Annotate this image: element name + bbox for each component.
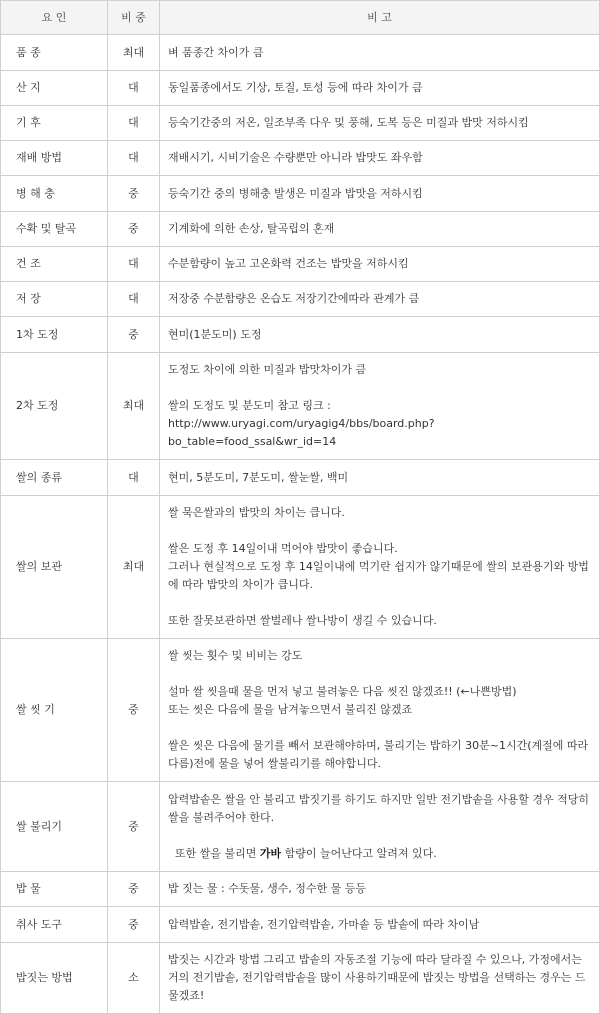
note-text: 쌀은 씻은 다음에 물기를 빼서 보관해야하며, 불리기는 밥하기 30분~1시간(계절에 따라 다름)전에 물을 넣어 쌀불리기를 해야합니다. bbox=[168, 739, 589, 770]
note-cell bbox=[160, 782, 600, 872]
note-text: 쌀은 도정 후 14일이내 먹어야 밥맛이 좋습니다. 그러나 현실적으로 도정 후 14일이내에 먹기란 쉽지가 않기때문에 쌀의 보관용기와 방법에 따라 밥맛의 차이가 큽니다. bbox=[168, 542, 589, 591]
degree-cell: 중 bbox=[108, 317, 160, 353]
factor-cell: 수확 및 탈곡 bbox=[1, 212, 108, 247]
note-text: 밥짓는 시간과 방법 그리고 밥솥의 자동조절 기능에 따라 달라질 수 있으나, 가정에서는 거의 전기밥솥, 전기압력밥솥을 많이 사용하기때문에 밥짓는 방법을 선택하는 경우는 드물겠죠! bbox=[168, 953, 586, 1002]
note-cell bbox=[160, 106, 600, 141]
degree-cell: 대 bbox=[108, 460, 160, 496]
factor-cell: 품 종 bbox=[1, 35, 108, 71]
factor-cell: 쌀 불리기 bbox=[1, 782, 108, 872]
reference-link[interactable]: 쌀의 도정도 및 분도미 참고 링크 : http://www.uryagi.com/uryagig4/bbs/board.php? bo_table=food_ssal&wr_id=14 bbox=[168, 399, 435, 448]
table-row bbox=[1, 639, 600, 782]
degree-cell: 중 bbox=[108, 212, 160, 247]
factor-cell: 밥 물 bbox=[1, 872, 108, 907]
factor-cell: 취사 도구 bbox=[1, 907, 108, 943]
note-text: 동일품종에서도 기상, 토질, 토성 등에 따라 차이가 큼 bbox=[168, 81, 423, 94]
factor-cell: 2차 도정 bbox=[1, 353, 108, 460]
table-row bbox=[1, 353, 600, 460]
degree-cell: 대 bbox=[108, 71, 160, 106]
degree-cell: 대 bbox=[108, 247, 160, 282]
factor-cell: 재배 방법 bbox=[1, 141, 108, 176]
header-degree: 비 중 bbox=[108, 1, 160, 35]
table-row bbox=[1, 907, 600, 943]
note-cell bbox=[160, 212, 600, 247]
table-row bbox=[1, 176, 600, 212]
note-cell bbox=[160, 353, 600, 460]
factor-cell: 쌀의 보관 bbox=[1, 496, 108, 639]
header-factor: 요 인 bbox=[1, 1, 108, 35]
note-text: 밥 짓는 물 : 수돗물, 생수, 정수한 물 등등 bbox=[168, 882, 367, 895]
note-text: 압력밥솥은 쌀을 안 불리고 밥짓기를 하기도 하지만 일반 전기밥솥을 사용할 경우 적당히 쌀을 불려주어야 한다. bbox=[168, 792, 589, 824]
note-text: 기계화에 의한 손상, 탈곡립의 혼재 bbox=[168, 222, 335, 235]
degree-cell: 대 bbox=[108, 282, 160, 317]
note-cell bbox=[160, 639, 600, 782]
table-row bbox=[1, 943, 600, 1014]
table-row bbox=[1, 782, 600, 872]
factor-cell: 쌀의 종류 bbox=[1, 460, 108, 496]
note-suffix: 함량이 늘어난다고 알려져 있다. bbox=[281, 846, 437, 860]
note-text: 압력밥솥, 전기밥솥, 전기압력밥솥, 가마솥 등 밥솥에 따라 차이남 bbox=[168, 917, 480, 931]
table-row bbox=[1, 872, 600, 907]
factor-cell: 밥짓는 방법 bbox=[1, 943, 108, 1014]
note-cell bbox=[160, 907, 600, 943]
note-text: 등숙기간 중의 병해충 발생은 미질과 밥맛을 저하시킴 bbox=[168, 186, 423, 200]
note-text: 쌀 씻는 횟수 및 비비는 강도 bbox=[168, 649, 303, 662]
degree-cell: 최대 bbox=[108, 496, 160, 639]
note-cell bbox=[160, 872, 600, 907]
degree-cell: 중 bbox=[108, 872, 160, 907]
table-row bbox=[1, 496, 600, 639]
note-cell bbox=[160, 943, 600, 1014]
note-text: 도정도 차이에 의한 미질과 밥맛차이가 큼 bbox=[168, 363, 367, 376]
note-text: 쌀 묵은쌀과의 밥맛의 차이는 큽니다. bbox=[168, 506, 345, 519]
table-row bbox=[1, 282, 600, 317]
table-row bbox=[1, 212, 600, 247]
note-cell bbox=[160, 35, 600, 71]
note-cell bbox=[160, 460, 600, 496]
factor-cell: 저 장 bbox=[1, 282, 108, 317]
gaba-highlight: 가바 bbox=[259, 846, 282, 860]
header-row bbox=[1, 1, 600, 35]
table-row bbox=[1, 35, 600, 71]
factor-cell: 1차 도정 bbox=[1, 317, 108, 353]
header-note: 비 고 bbox=[160, 1, 600, 35]
note-cell bbox=[160, 176, 600, 212]
degree-cell: 중 bbox=[108, 639, 160, 782]
note-text: 재배시기, 시비기술은 수량뿐만 아니라 밥맛도 좌우함 bbox=[168, 151, 423, 164]
table-row bbox=[1, 71, 600, 106]
note-cell bbox=[160, 317, 600, 353]
table-row bbox=[1, 460, 600, 496]
note-text: 수분함량이 높고 고온화력 건조는 밥맛을 저하시킴 bbox=[168, 257, 409, 270]
degree-cell: 중 bbox=[108, 907, 160, 943]
note-cell bbox=[160, 282, 600, 317]
note-text: 현미, 5분도미, 7분도미, 쌀눈쌀, 백미 bbox=[168, 470, 349, 484]
degree-cell: 최대 bbox=[108, 353, 160, 460]
factor-cell: 기 후 bbox=[1, 106, 108, 141]
factor-cell: 쌀 씻 기 bbox=[1, 639, 108, 782]
degree-cell: 대 bbox=[108, 106, 160, 141]
note-text: 등숙기간중의 저온, 일조부족 다우 및 풍해, 도복 등은 미질과 밥맛 저하시킴 bbox=[168, 116, 529, 129]
note-cell bbox=[160, 496, 600, 639]
table-row bbox=[1, 317, 600, 353]
table-row bbox=[1, 106, 600, 141]
degree-cell: 소 bbox=[108, 943, 160, 1014]
factor-cell: 건 조 bbox=[1, 247, 108, 282]
note-text bbox=[168, 845, 593, 863]
factor-cell: 병 해 충 bbox=[1, 176, 108, 212]
note-text: 현미(1분도미) 도정 bbox=[168, 327, 262, 341]
factor-cell: 산 지 bbox=[1, 71, 108, 106]
degree-cell: 대 bbox=[108, 141, 160, 176]
degree-cell: 중 bbox=[108, 782, 160, 872]
degree-cell: 중 bbox=[108, 176, 160, 212]
note-text: 저장중 수분함량은 온습도 저장기간에따라 관계가 큼 bbox=[168, 292, 420, 305]
table-row bbox=[1, 247, 600, 282]
note-text: 설마 쌀 씻을때 물을 먼저 넣고 불려놓은 다음 씻진 않겠죠!! (←나쁜방법) 또는 씻은 다음에 물을 남겨놓으면서 불리진 않겠죠 bbox=[168, 685, 517, 716]
note-cell bbox=[160, 141, 600, 176]
note-text: 벼 품종간 차이가 큼 bbox=[168, 45, 264, 59]
note-cell bbox=[160, 247, 600, 282]
degree-cell: 최대 bbox=[108, 35, 160, 71]
note-cell bbox=[160, 71, 600, 106]
table-row bbox=[1, 141, 600, 176]
note-prefix: 또한 쌀을 불리면 bbox=[168, 846, 260, 860]
note-text: 또한 잘못보관하면 쌀벌레나 쌀나방이 생길 수 있습니다. bbox=[168, 614, 437, 627]
